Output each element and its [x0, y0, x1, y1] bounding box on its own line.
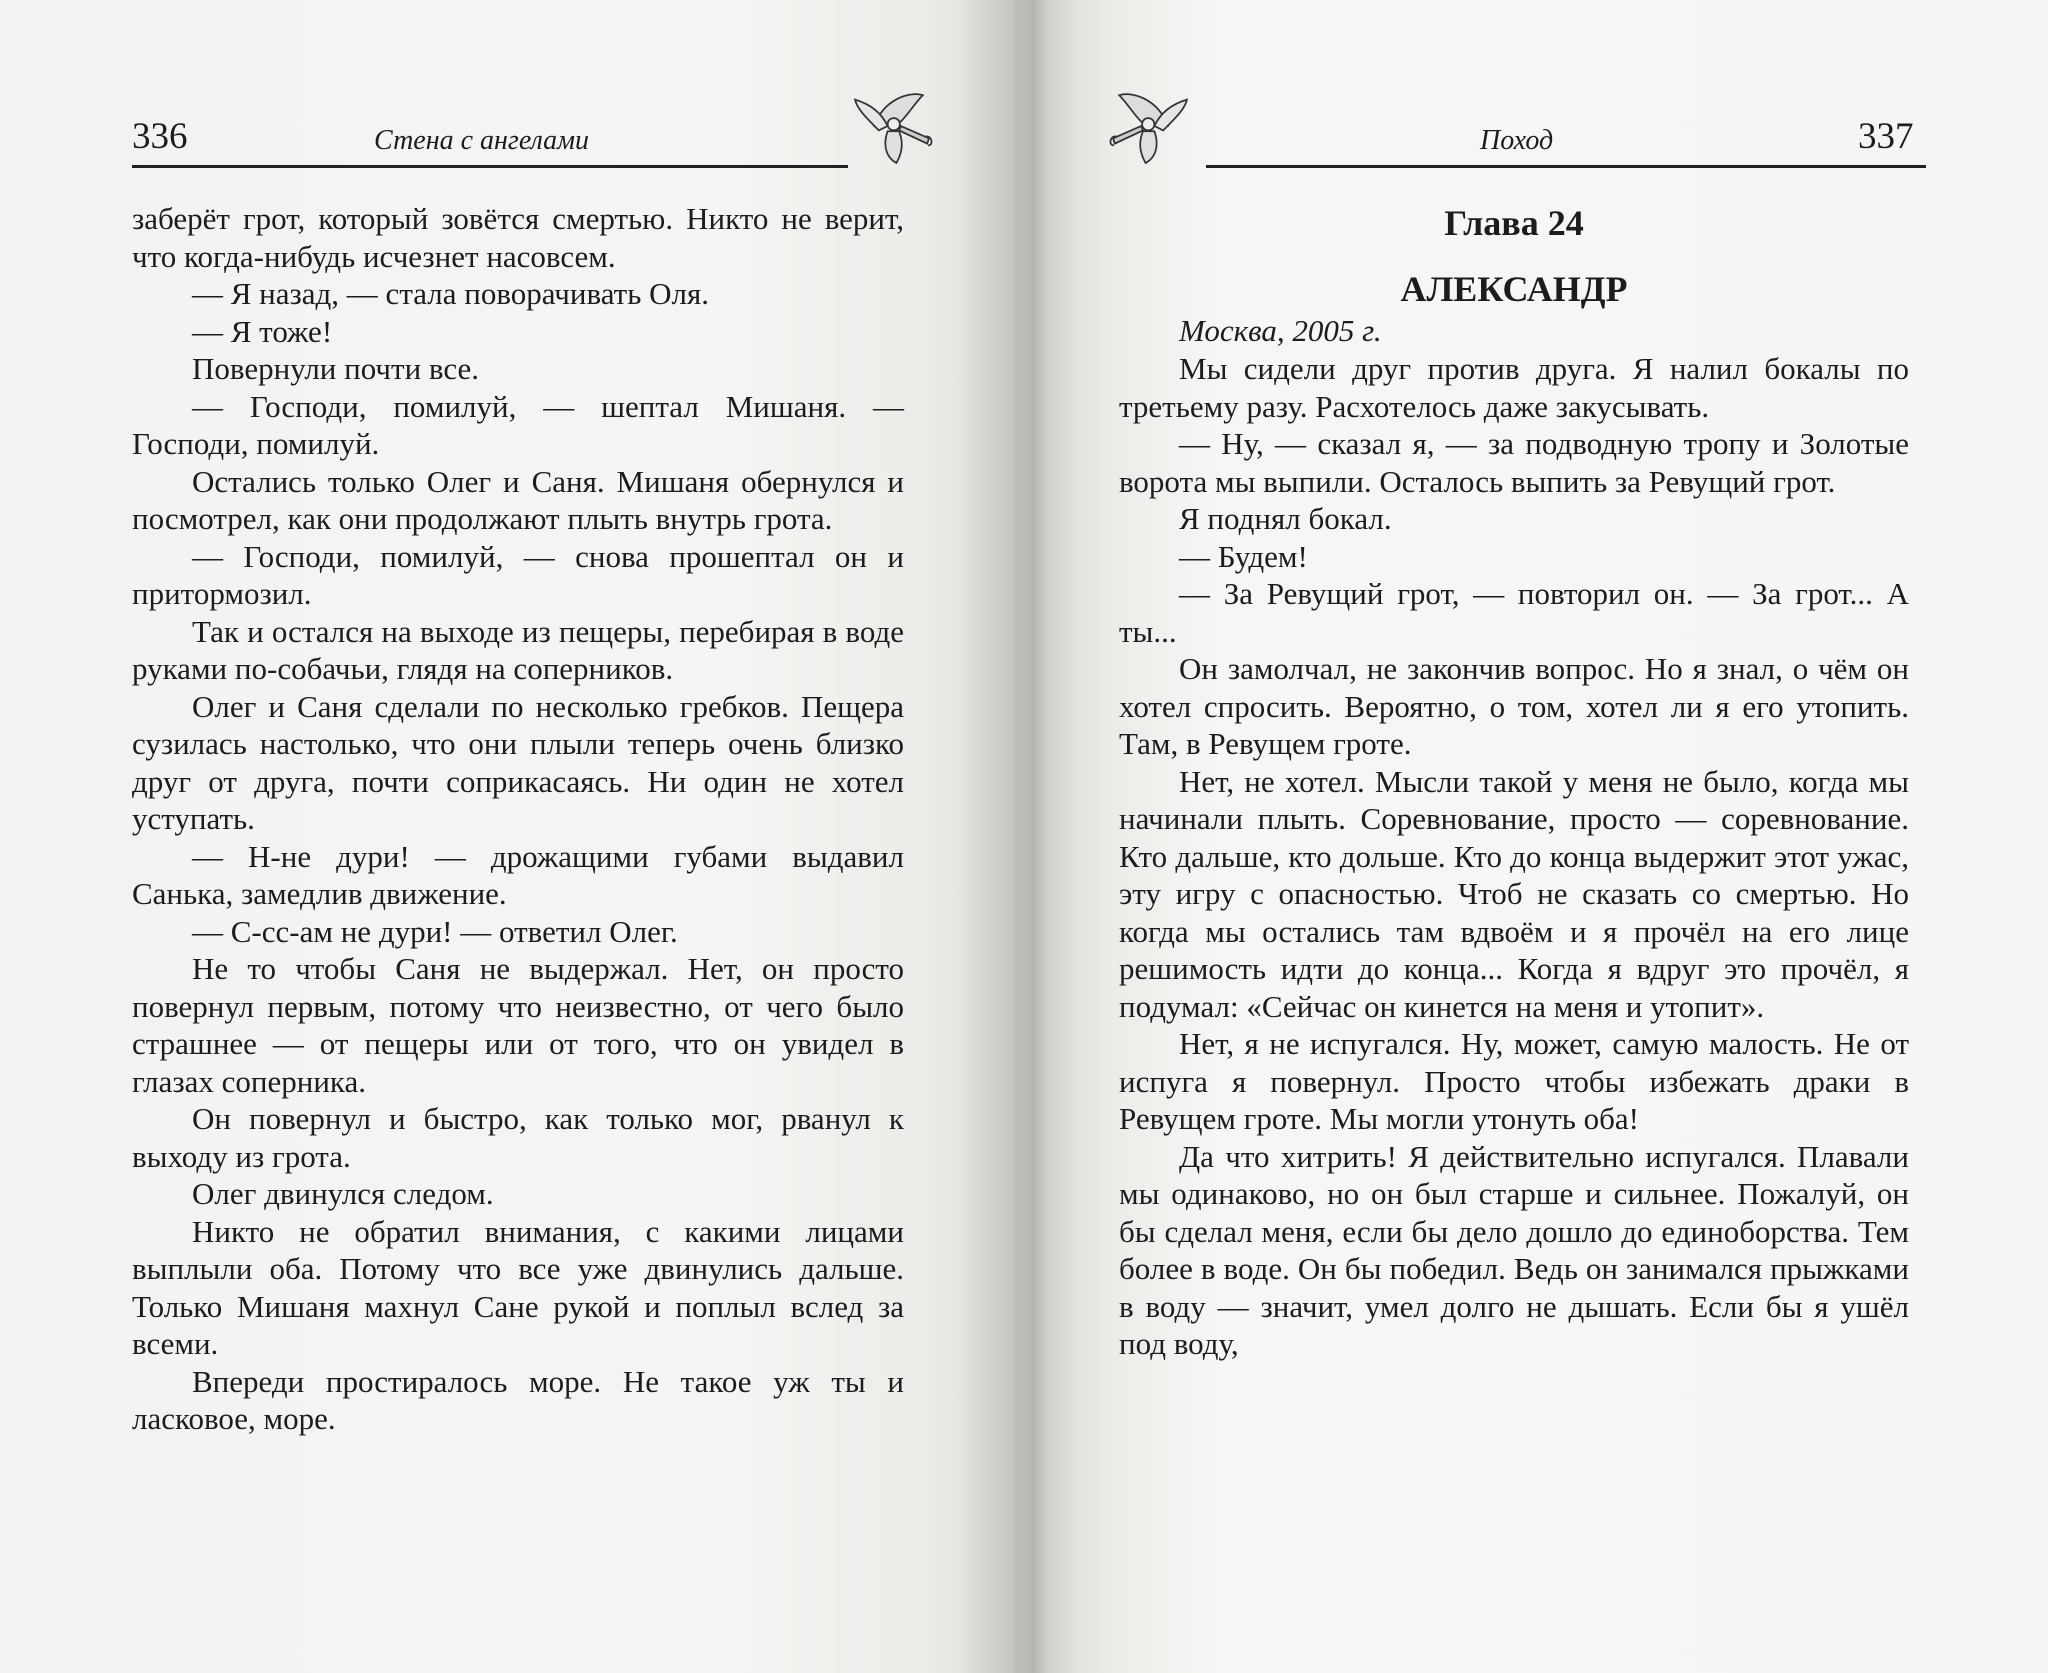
left-running-title: Стена с ангелами [374, 125, 590, 156]
paragraph: заберёт грот, который зовётся смертью. Никто не верит, что когда-нибудь исчезнет насовсем. [132, 201, 904, 274]
left-header-rule [132, 165, 848, 168]
paragraph: Никто не обратил внимания, с какими лицами выплыли оба. Потому что все уже двинулись дальше. Только Мишаня махнул Сане рукой и поплыл вслед за всеми. [132, 1213, 904, 1361]
paragraph: — Господи, помилуй, — шептал Мишаня. — Господи, помилуй. [132, 388, 904, 461]
left-page-body [132, 200, 904, 1438]
paragraph: Нет, я не испугался. Ну, может, самую малость. Не от испуга я повернул. Просто чтобы избежать драки в Ревущем гроте. Мы могли утонуть оба! [1119, 1026, 1909, 1136]
angel-with-trumpet-icon [1106, 82, 1194, 170]
left-page [0, 0, 1014, 1673]
paragraph: Нет, не хотел. Мысли такой у меня не было, когда мы начинали плыть. Соревнование, просто — соревнование. Кто дальше, кто дольше. Кто до конца выдержит этот ужас, эту игру с опасностью. Чтоб не сказать со смертью. Но когда мы остались там вдвоём и я прочёл на его лице решимость идти до конца... Когда я вдруг это прочёл, я подумал: «Сейчас он кинется на меня и утопит». [1119, 763, 1909, 1024]
right-page [1014, 0, 2048, 1673]
right-header-rule [1206, 165, 1926, 168]
angel-with-trumpet-icon [848, 82, 936, 170]
paragraph: — Я назад, — стала поворачивать Оля. [192, 276, 709, 311]
paragraph: Я поднял бокал. [1179, 501, 1392, 536]
left-page-header [132, 115, 932, 175]
paragraph: Мы сидели друг против друга. Я налил бокалы по третьему разу. Расхотелось даже закусывать. [1119, 351, 1909, 424]
paragraph: — Ну, — сказал я, — за подводную тропу и Золотые ворота мы выпили. Осталось выпить за Ревущий грот. [1119, 426, 1909, 499]
paragraph: — Я тоже! [192, 313, 333, 349]
right-page-body [1119, 200, 1909, 1363]
right-page-header [1124, 115, 1924, 175]
paragraph: — Н-не дури! — дрожащими губами выдавил Санька, замедлив движение. [132, 838, 904, 911]
right-page-number: 337 [1858, 116, 1914, 157]
paragraph: Повернули почти все. [192, 351, 480, 386]
paragraph: — С-сс-ам не дури! — ответил Олег. [192, 913, 678, 949]
paragraph: Он повернул и быстро, как только мог, рванул к выходу из грота. [132, 1101, 904, 1174]
left-page-number: 336 [132, 116, 188, 157]
paragraph: Впереди простиралось море. Не такое уж ты и ласковое, море. [132, 1363, 904, 1436]
paragraph: Не то чтобы Саня не выдержал. Нет, он просто повернул первым, потому что неизвестно, от чего было страшнее — от пещеры или от того, что он увидел в глазах соперника. [132, 951, 904, 1099]
dateline: Москва, 2005 г. [1179, 313, 1382, 348]
paragraph: Остались только Олег и Саня. Мишаня обернулся и посмотрел, как они продолжают плыть внутрь грота. [132, 463, 904, 536]
paragraph: — Будем! [1179, 538, 1308, 574]
chapter-label: Глава 24 [1444, 203, 1584, 243]
paragraph: Олег и Саня сделали по несколько гребков. Пещера сузилась настолько, что они плыли теперь очень близко друг от друга, почти соприкасаясь. Ни один не хотел уступать. [132, 688, 904, 836]
paragraph: — За Ревущий грот, — повторил он. — За грот... А ты... [1119, 576, 1909, 649]
paragraph: Он замолчал, не закончив вопрос. Но я знал, о чём он хотел спросить. Вероятно, о том, хотел ли я его утопить. Там, в Ревущем гроте. [1119, 651, 1909, 761]
paragraph: Так и остался на выходе из пещеры, перебирая в воде руками по-собачьи, глядя на соперников. [132, 613, 904, 686]
chapter-title: АЛЕКСАНДР [1400, 269, 1628, 309]
paragraph: — Господи, помилуй, — снова прошептал он и притормозил. [132, 538, 904, 611]
paragraph: Олег двинулся следом. [192, 1176, 494, 1211]
paragraph: Да что хитрить! Я действительно испугался. Плавали мы одинаково, но он был старше и сильнее. Пожалуй, он бы сделал меня, если бы дело дошло до единоборства. Тем более в воде. Он бы победил. Ведь он занимался прыжками в воду — значит, умел долго не дышать. Если бы я ушёл под воду, [1119, 1138, 1909, 1361]
right-running-title: Поход [1480, 125, 1554, 156]
